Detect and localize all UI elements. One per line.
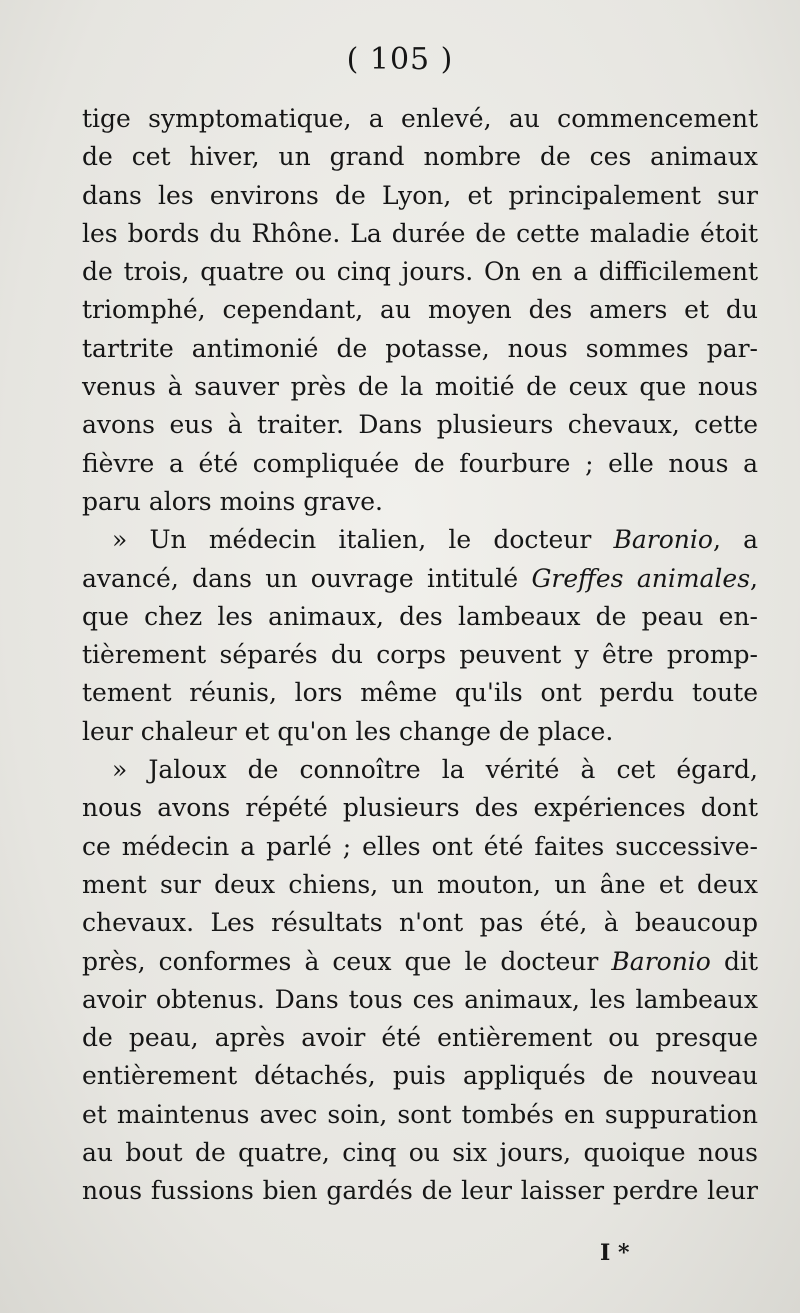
text-line: chevaux. Les résultats n'ont pas été, à beaucoup	[82, 908, 758, 938]
text-line: nous avons répété plusieurs des expériences dont	[82, 793, 758, 823]
text-line: tement réunis, lors même qu'ils ont perdu toute	[82, 678, 758, 708]
page-number: ( 105 )	[346, 42, 454, 77]
text-line: que chez les animaux, des lambeaux de peau en-	[82, 601, 758, 631]
text-line: avoir obtenus. Dans tous ces animaux, les lambeaux	[82, 984, 758, 1014]
text-line: ce médecin a parlé ; elles ont été faites successive-	[82, 831, 758, 861]
text-line: près, conformes à ceux que le docteur Baronio dit	[82, 946, 758, 976]
text-line: leur chaleur et qu'on les change de place.	[82, 716, 614, 746]
text-line: tièrement séparés du corps peuvent y être promp-	[82, 640, 758, 670]
body-text	[82, 100, 758, 1211]
text-line: et maintenus avec soin, sont tombés en suppuration	[82, 1099, 758, 1129]
text-line: venus à sauver près de la moitié de ceux que nous	[82, 372, 758, 402]
text-line: » Jaloux de connoître la vérité à cet égard,	[112, 755, 758, 785]
text-line: ment sur deux chiens, un mouton, un âne et deux	[82, 869, 758, 899]
text-line: dans les environs de Lyon, et principalement sur	[82, 180, 758, 210]
text-line: de cet hiver, un grand nombre de ces animaux	[82, 142, 758, 172]
text-line: fièvre a été compliquée de fourbure ; elle nous a	[82, 448, 758, 478]
text-line: nous fussions bien gardés de leur laisser perdre leur	[82, 1176, 758, 1206]
text-line: les bords du Rhône. La durée de cette maladie étoit	[82, 218, 758, 248]
text-line: au bout de quatre, cinq ou six jours, quoique nous	[82, 1138, 758, 1168]
text-line: avons eus à traiter. Dans plusieurs chevaux, cette	[82, 410, 758, 440]
signature-mark: I *	[600, 1240, 630, 1266]
text-line: de trois, quatre ou cinq jours. On en a difficilement	[82, 257, 758, 287]
text-line: paru alors moins grave.	[82, 486, 383, 516]
text-line: tartrite antimonié de potasse, nous sommes par-	[82, 333, 758, 363]
text-line: triomphé, cependant, au moyen des amers et du	[82, 295, 758, 325]
text-line: tige symptomatique, a enlevé, au commencement	[82, 104, 758, 133]
text-line: avancé, dans un ouvrage intitulé Greffes animales,	[82, 563, 758, 593]
text-line: entièrement détachés, puis appliqués de nouveau	[82, 1061, 758, 1091]
text-line: » Un médecin italien, le docteur Baronio, a	[112, 525, 758, 555]
text-line: de peau, après avoir été entièrement ou presque	[82, 1023, 758, 1053]
